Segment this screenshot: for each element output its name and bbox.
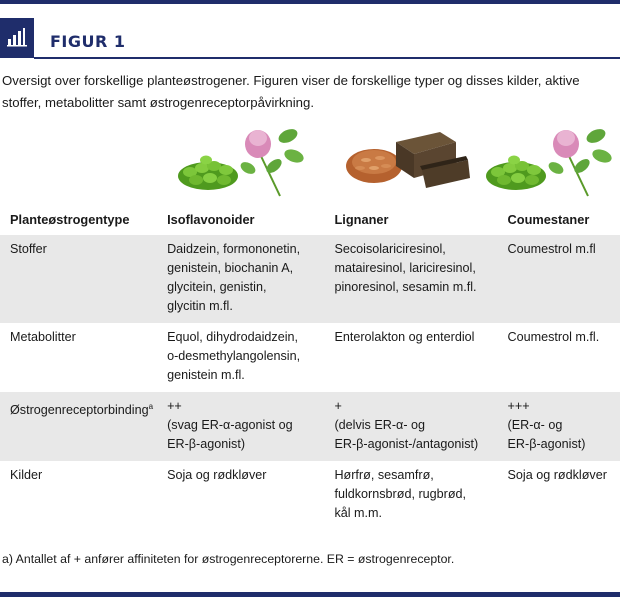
cell-line: ++	[167, 399, 182, 413]
cell-line: Daidzein, formononetin,	[167, 242, 301, 256]
flaxseed-image	[346, 149, 402, 183]
cell-line: Secoisolariciresinol,	[334, 242, 446, 256]
cell-line: genistein m.fl.	[167, 368, 245, 382]
cell-coumestaner	[498, 461, 620, 530]
cell-lignaner	[324, 323, 497, 392]
red-clover-image	[239, 126, 306, 196]
cell-line: glycitein, genistin,	[167, 280, 267, 294]
cell-line: +	[334, 399, 342, 413]
table-row-stoffer	[0, 235, 620, 323]
cell-line: Coumestrol m.fl	[507, 242, 596, 256]
cell-line: Enterolakton og enterdiol	[334, 330, 475, 344]
cell-isoflavonoider	[157, 323, 324, 392]
row-label: Kilder	[10, 468, 43, 482]
table-row-metabolitter	[0, 323, 620, 392]
table-header-row	[0, 204, 620, 235]
cell-line: matairesinol, lariciresinol,	[334, 261, 476, 275]
cell-line: Equol, dihydrodaidzein,	[167, 330, 299, 344]
cell-line: kål m.m.	[334, 506, 383, 520]
footnote: a) Antallet af + anfører affiniteten for østrogenreceptorerne. ER = østrogenreceptor.	[2, 552, 455, 566]
header-rule	[34, 57, 620, 59]
cell-lignaner	[324, 461, 497, 530]
cell-line: fuldkornsbrød, rugbrød,	[334, 487, 467, 501]
cell-line: pinoresinol, sesamin m.fl.	[334, 280, 477, 294]
cell-line: o-desmethylangolensin,	[167, 349, 301, 363]
cell-coumestaner	[498, 323, 620, 392]
footnote-marker: a	[148, 402, 154, 411]
table-row-receptorbinding	[0, 392, 620, 461]
header-coumestaner: Coumestaner	[498, 204, 620, 235]
cell-line: genistein, biochanin A,	[167, 261, 294, 275]
row-label	[0, 392, 157, 461]
cell-line: (ER-α- og	[507, 418, 563, 432]
bar-chart-icon	[0, 18, 34, 58]
cell-line: ER-β-agonist)	[507, 437, 586, 451]
cell-line: Coumestrol m.fl.	[507, 330, 600, 344]
red-clover-image	[547, 126, 614, 196]
flaxseed-ryebread-illustration	[344, 122, 474, 198]
cell-coumestaner	[498, 392, 620, 461]
figure-caption: Oversigt over forskellige planteøstrogener. Figuren viser de forskellige typer og disses kilder, aktive stoffer, metabolitter samt østrogenreceptorpåvirkning.	[2, 73, 580, 110]
cell-line: (delvis ER-α- og	[334, 418, 426, 432]
figure-header	[0, 4, 620, 58]
phytoestrogen-table	[0, 204, 620, 530]
ryebread-image	[396, 132, 470, 188]
soybeans-image	[178, 156, 238, 191]
table-row-kilder	[0, 461, 620, 530]
cell-lignaner	[324, 235, 497, 323]
cell-line: Hørfrø, sesamfrø,	[334, 468, 434, 482]
cell-line: Soja og rødkløver	[507, 468, 607, 482]
cell-isoflavonoider	[157, 235, 324, 323]
bottom-rule	[0, 592, 620, 597]
cell-isoflavonoider	[157, 392, 324, 461]
soybeans-clover-illustration-2	[484, 122, 614, 198]
cell-line: ER-β-agonist)	[167, 437, 246, 451]
figure-title: FIGUR 1	[50, 32, 126, 51]
header-isoflavonoider: Isoflavonoider	[157, 204, 324, 235]
cell-line: (svag ER-α-agonist og	[167, 418, 293, 432]
row-label: Metabolitter	[10, 330, 76, 344]
header-type: Planteøstrogentype	[0, 204, 157, 235]
cell-line: Soja og rødkløver	[167, 468, 267, 482]
row-label: Stoffer	[0, 235, 157, 323]
cell-line: ER-β-agonist-/antagonist)	[334, 437, 479, 451]
cell-line: +++	[507, 399, 530, 413]
cell-line: glycitin m.fl.	[167, 299, 233, 313]
soybeans-image	[486, 156, 546, 191]
cell-isoflavonoider	[157, 461, 324, 530]
cell-lignaner	[324, 392, 497, 461]
cell-coumestaner	[498, 235, 620, 323]
header-lignaner: Lignaner	[324, 204, 497, 235]
row-label-text: Østrogenreceptorbinding	[10, 403, 149, 418]
soybeans-clover-illustration	[176, 122, 306, 198]
